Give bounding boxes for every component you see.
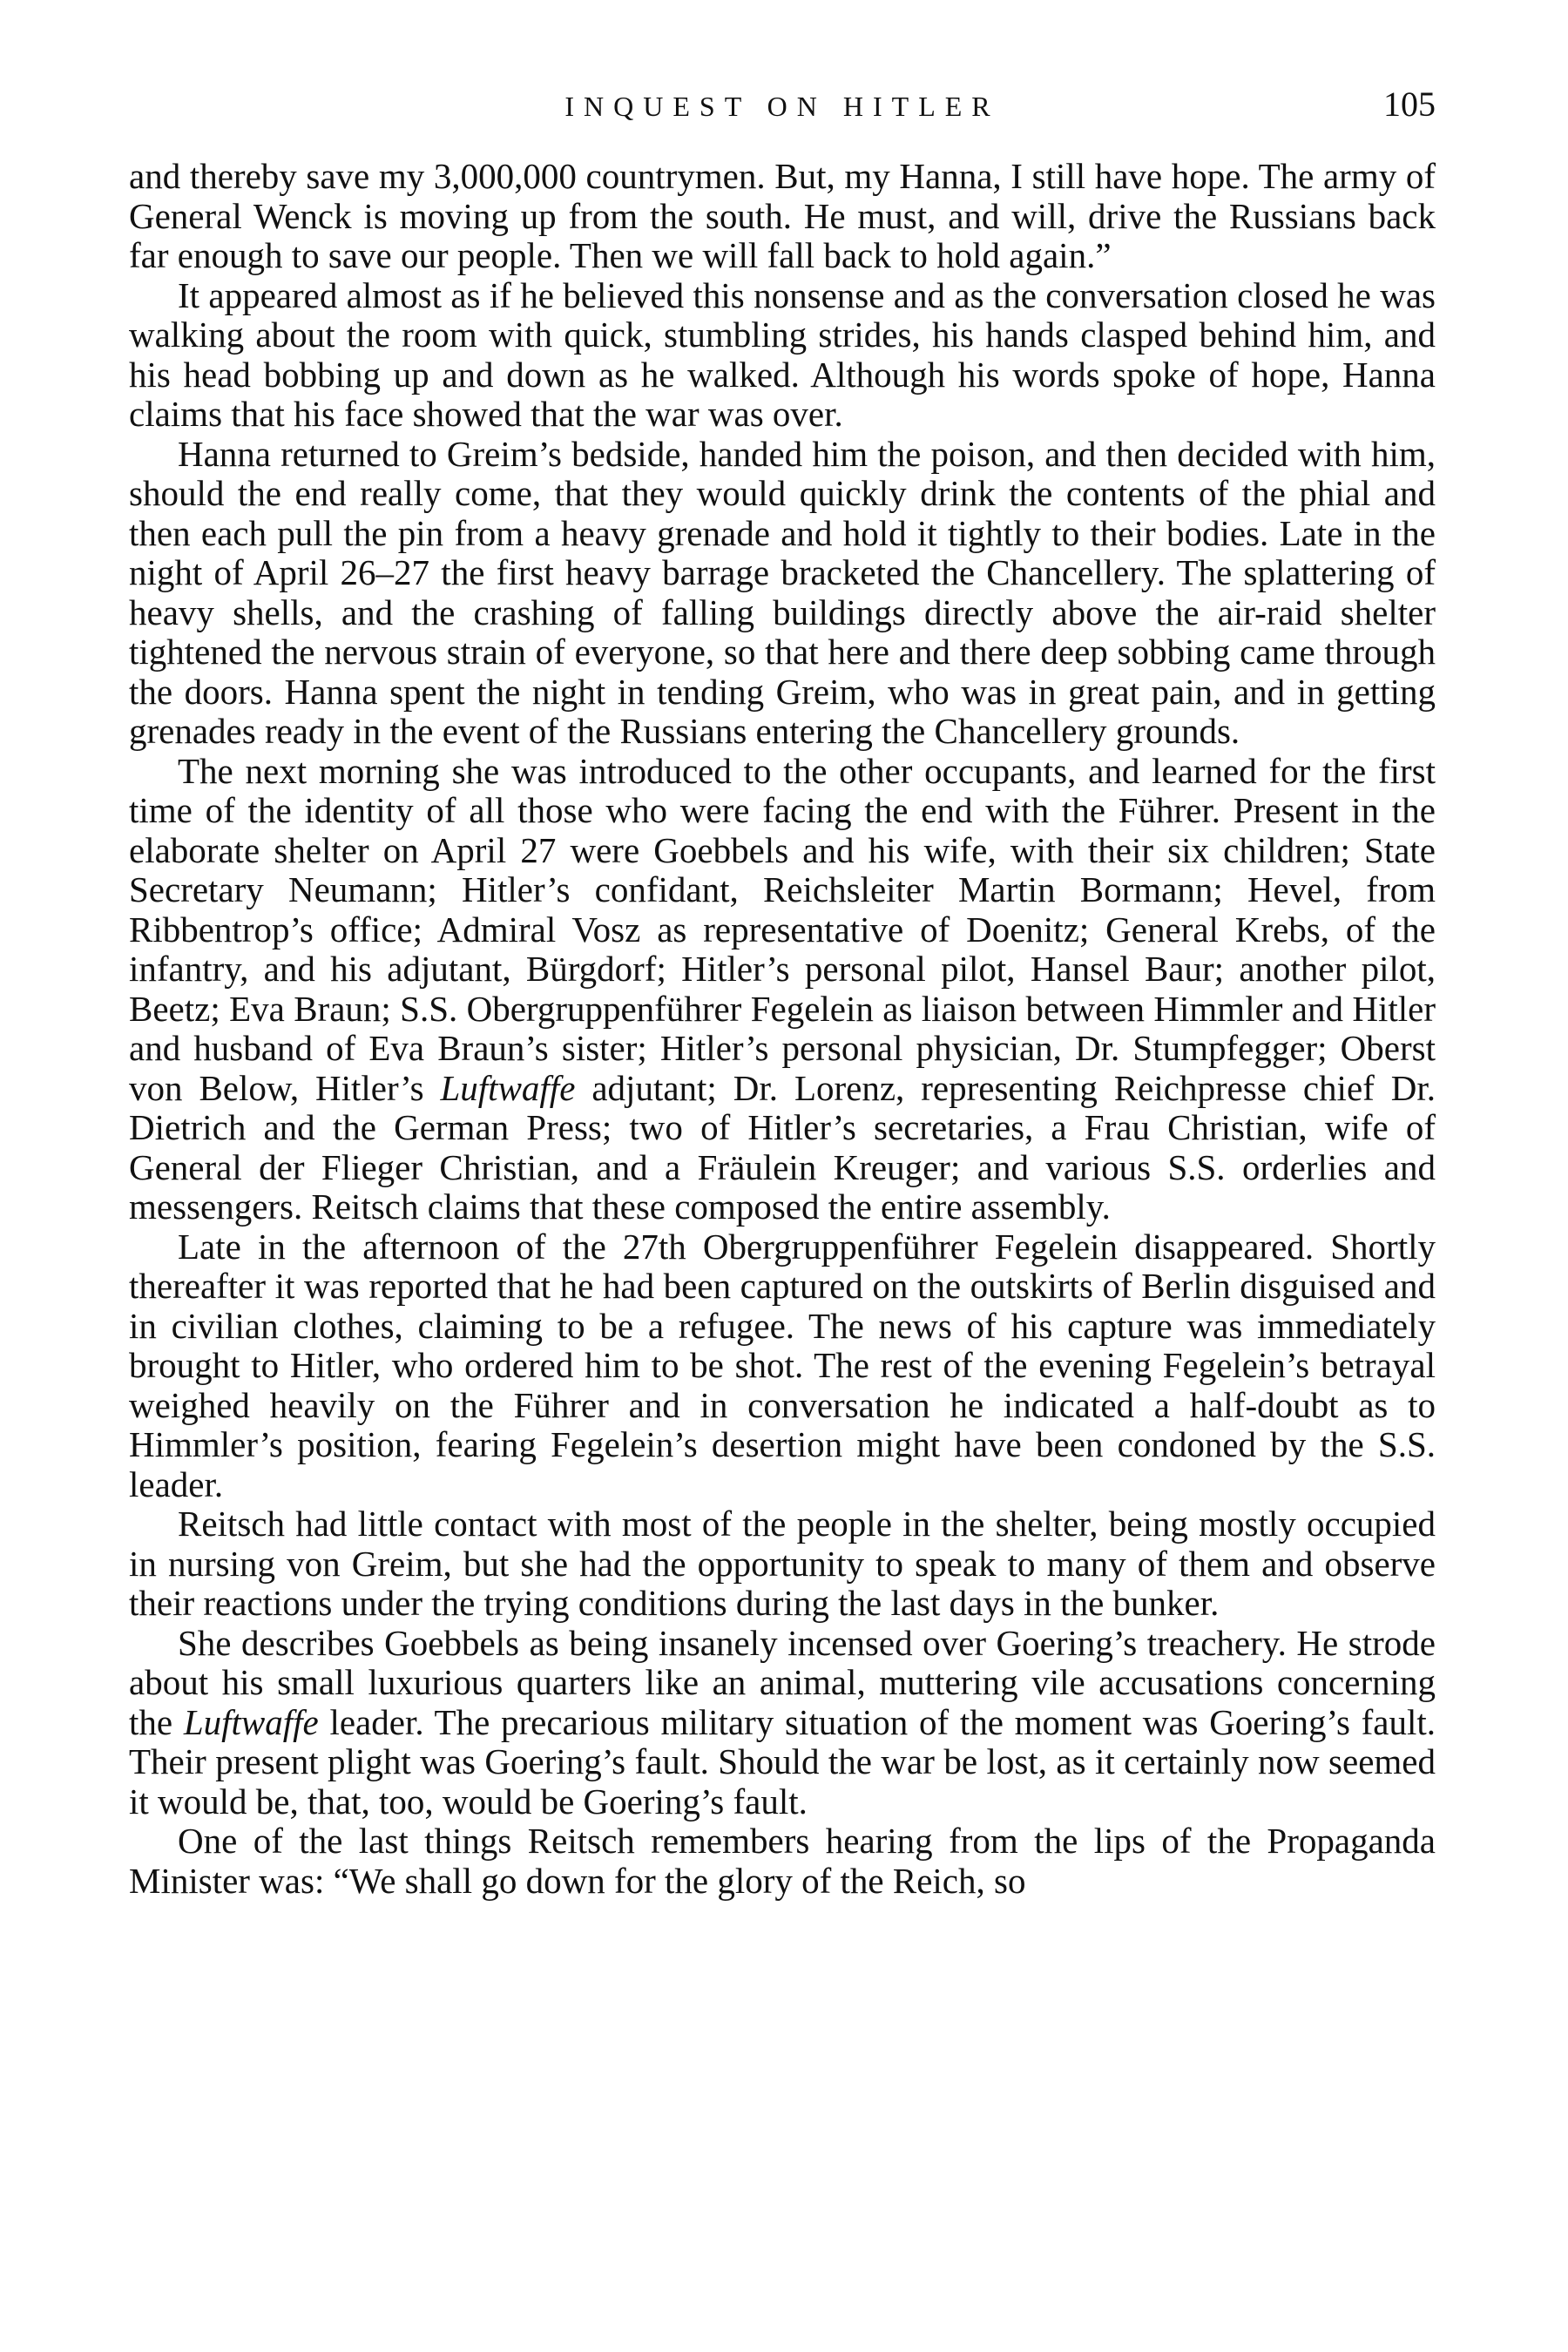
paragraph-5: Late in the afternoon of the 27th Obergruppenführer Fegelein disappeared. Shortly thereafter it was reported that he had been captured on the outskirts of Berlin disguised and in civilian clothes, claiming to be a refugee. The news of his capture was immediately brought to Hitler, who ordered him to be shot. The rest of the evening Fegelein’s betrayal weighed heavily on the Führer and in conversation he indicated a half-doubt as to Himmler’s position, fearing Fegelein’s desertion might have been condoned by the S.S. leader. <box>129 1226 1436 1504</box>
running-title: INQUEST ON HITLER <box>564 91 1000 122</box>
paragraph-8: One of the last things Reitsch remembers hearing from the lips of the Propaganda Minister was: “We shall go down for the glory of the Reich, so <box>129 1821 1436 1901</box>
paragraph-7-text-before: She describes Goebbels as being insanely incensed over Goering’s treachery. He strode about his small luxurious quarters like an animal, muttering vile accusations concerning the <box>129 1622 1436 1742</box>
paragraph-6: Reitsch had little contact with most of the people in the shelter, being mostly occupied in nursing von Greim, but she had the opportunity to speak to many of them and observe their reactions under the trying conditions during the last days in the bunker. <box>129 1504 1436 1623</box>
paragraph-7-text-after: leader. The precarious military situation of the moment was Goering’s fault. Their present plight was Goering’s fault. Should the war be lost, as it certainly now seemed it would be, that, too, would be Goering’s fault. <box>129 1701 1436 1821</box>
paragraph-1: and thereby save my 3,000,000 countrymen. But, my Hanna, I still have hope. The army of General Wenck is moving up from the south. He must, and will, drive the Russians back far enough to save our people. Then we will fall back to hold again.” <box>129 156 1436 275</box>
page-number: 105 <box>1383 84 1436 124</box>
running-header <box>129 84 1436 136</box>
italic-term-luftwaffe: Luftwaffe <box>183 1701 319 1742</box>
paragraph-4 <box>129 752 1436 1227</box>
paragraph-7 <box>129 1624 1436 1822</box>
paragraph-3: Hanna returned to Greim’s bedside, handed him the poison, and then decided with him, should the end really come, that they would quickly drink the contents of the phial and then each pull the pin from a heavy grenade and hold it tightly to their bodies. Late in the night of April 26–27 the first heavy barrage bracketed the Chancellery. The splattering of heavy shells, and the crashing of falling buildings directly above the air-raid shelter tightened the nervous strain of everyone, so that here and there deep sobbing came through the doors. Hanna spent the night in tending Greim, who was in great pain, and in getting grenades ready in the event of the Russians entering the Chancellery grounds. <box>129 433 1436 751</box>
italic-term-luftwaffe: Luftwaffe <box>440 1067 576 1108</box>
paragraph-2: It appeared almost as if he believed this nonsense and as the conversation closed he was walking about the room with quick, stumbling strides, his hands clasped behind him, and his head bobbing up and down as he walked. Although his words spoke of hope, Hanna claims that his face showed that the war was over. <box>129 274 1436 434</box>
paragraph-4-text-before: The next morning she was introduced to the other occupants, and learned for the first time of the identity of all those who were facing the end with the Führer. Present in the elaborate shelter on April 27 were Goebbels and his wife, with their six children; State Secretary Neumann; Hitler’s confidant, Reichsleiter Martin Bormann; Hevel, from Ribbentrop’s office; Admiral Vosz as representative of Doenitz; General Krebs, of the infantry, and his adjutant, Bürgdorf; Hitler’s personal pilot, Hansel Baur; another pilot, Beetz; Eva Braun; S.S. Obergruppenführer Fegelein as liaison between Himmler and Hitler and husband of Eva Braun’s sister; Hitler’s personal physician, Dr. Stumpfegger; Oberst von Below, Hitler’s <box>129 750 1436 1108</box>
paragraph-4-text-after: adjutant; Dr. Lorenz, representing Reichpresse chief Dr. Dietrich and the German Press; two of Hitler’s secretaries, a Frau Christian, wife of General der Flieger Christian, and a Fräulein Kreuger; and various S.S. orderlies and messengers. Reitsch claims that these composed the entire assembly. <box>129 1067 1436 1227</box>
body-text <box>129 157 1436 1901</box>
book-page <box>129 84 1436 1901</box>
